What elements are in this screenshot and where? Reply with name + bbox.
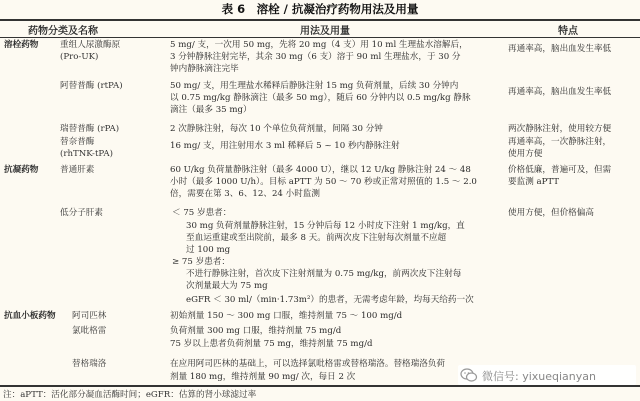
feature-rtpa: 再通率高，脑出血发生率低 bbox=[508, 87, 612, 97]
feature-rpa-tnk-line: 两次静脉注射，使用较方便 bbox=[508, 124, 612, 134]
usage-lmwh-age-ge75: ≥ 75 岁患者： bbox=[172, 257, 230, 267]
usage-clopidogrel-line: 负荷剂量 300 mg 口服，维持剂量 75 mg/d bbox=[170, 326, 342, 336]
table-title: 表 6 溶栓 / 抗凝治疗药物用法及用量 bbox=[221, 2, 419, 16]
drug-rpa: 瑞替普酶 (rPA) bbox=[60, 124, 120, 134]
feature-rpa-tnk-line: 再通率高，一次静脉注射， bbox=[508, 137, 612, 147]
feature-lmwh: 使用方便，但价格偏高 bbox=[508, 208, 594, 218]
header-usage: 用法及用量 bbox=[300, 26, 350, 37]
usage-ufh-line: 小时（最多 1000 U/h）。目标 aPTT 为 50 ～ 70 秒或正常对照值的 1.5 ～ 2.0 bbox=[170, 177, 477, 187]
header-feature: 特点 bbox=[558, 26, 578, 37]
usage-rpa: 2 次静脉注射，每次 10 个单位负荷剂量，间隔 30 分钟 bbox=[170, 124, 383, 134]
usage-ufh-line: 60 U/kg 负荷量静脉注射（最多 4000 U），继以 12 U/kg 静脉注射 24 ～ 48 bbox=[170, 165, 471, 175]
usage-lmwh-age-lt75: ＜ 75 岁患者： bbox=[172, 208, 232, 218]
drug-ticagrelor: 替格瑞洛 bbox=[72, 359, 107, 369]
watermark-text: 微信号: yixueqianyan bbox=[482, 370, 596, 383]
usage-ticagrelor-line: 在应用阿司匹林的基础上，可以选择氯吡格雷或替格瑞洛。替格瑞洛负荷 bbox=[170, 359, 446, 369]
feature-rpa-tnk-line: 使用方便 bbox=[508, 149, 543, 159]
bottom-rule bbox=[0, 385, 640, 387]
drug-clopidogrel: 氯吡格雷 bbox=[72, 326, 107, 336]
feature-prouk: 再通率高，脑出血发生率低 bbox=[508, 44, 612, 54]
top-rule bbox=[0, 19, 640, 21]
usage-lmwh-lt75-line: 30 mg 负荷剂量静脉注射，15 分钟后每 12 小时皮下注射 1 mg/kg，直 bbox=[186, 221, 465, 231]
usage-tnk: 16 mg/ 支，用注射用水 3 ml 稀释后 5 ~ 10 秒内静脉注射 bbox=[170, 141, 400, 151]
drug-tnk-name: 替奈普酶 bbox=[60, 137, 95, 147]
usage-ticagrelor-line: 剂量 180 mg，维持剂量 90 mg/ 次，每日 2 次 bbox=[170, 372, 356, 382]
usage-lmwh-lt75-line: 过 100 mg bbox=[186, 245, 231, 255]
usage-ufh-line: 倍，需要在第 3、6、12、24 小时监测 bbox=[170, 189, 320, 199]
usage-clopidogrel-line: 75 岁以上患者负荷剂量 75 mg，维持剂量 75 mg/d bbox=[170, 339, 373, 349]
usage-prouk-line: 钟内静脉滴注完毕 bbox=[170, 64, 239, 74]
usage-rtpa-line: 滴注（最多 35 mg） bbox=[170, 105, 252, 115]
wechat-icon bbox=[460, 366, 478, 384]
drug-lmwh: 低分子肝素 bbox=[60, 208, 103, 218]
header-rule bbox=[0, 37, 640, 38]
feature-ufh-line: 要监测 aPTT bbox=[508, 177, 560, 187]
usage-lmwh-ge75-line: 不进行静脉注射，首次皮下注射剂量为 0.75 mg/kg，前两次皮下注射每 bbox=[186, 269, 462, 279]
feature-ufh-line: 价格低廉，普遍可及，但需 bbox=[508, 165, 612, 175]
usage-prouk-line: 5 mg/ 支，一次用 50 mg，先将 20 mg（4 支）用 10 ml 生理盐水溶解后， bbox=[170, 40, 468, 50]
drug-prouk-abbr: (Pro-UK) bbox=[60, 52, 99, 62]
usage-lmwh-ge75-line: 次剂量最大为 75 mg bbox=[186, 281, 268, 291]
usage-lmwh-lt75-line: 至血运重建或至出院前，最多 8 天。前两次皮下注射每次剂量不应超 bbox=[186, 233, 447, 243]
usage-rtpa-line: 50 mg/ 支，用生理盐水稀释后静脉注射 15 mg 负荷剂量，后续 30 分钟内 bbox=[170, 81, 459, 91]
drug-rtpa: 阿替普酶 (rtPA) bbox=[60, 81, 123, 91]
usage-rtpa-line: 以 0.75 mg/kg 静脉滴注（最多 50 mg），随后 60 分钟内以 0.5 mg/kg 静脉 bbox=[170, 93, 471, 103]
usage-lmwh-ge75-line: eGFR ＜ 30 ml/（min·1.73m²）的患者，无需考虑年龄，均每天给药一次 bbox=[186, 295, 474, 305]
header-category: 药物分类及名称 bbox=[28, 26, 98, 37]
drug-prouk-name: 重组人尿激酶原 bbox=[60, 40, 121, 50]
usage-prouk-line: 3 分钟静脉注射完毕，其余 30 mg（6 支）溶于 90 ml 生理盐水，于 30 分 bbox=[170, 52, 461, 62]
category-anticoagulant: 抗凝药物 bbox=[4, 165, 39, 175]
drug-ufh: 普通肝素 bbox=[60, 165, 95, 175]
drug-tnk-abbr: (rhTNK-tPA) bbox=[60, 149, 113, 159]
wechat-watermark bbox=[458, 365, 636, 385]
category-antiplatelet: 抗血小板药物 bbox=[4, 311, 56, 321]
footnote: 注：aPTT：活化部分凝血活酶时间；eGFR：估算的肾小球滤过率 bbox=[3, 390, 257, 400]
drug-aspirin: 阿司匹林 bbox=[72, 311, 107, 321]
usage-aspirin: 初始剂量 150 ～ 300 mg 口服，维持剂量 75 ～ 100 mg/d bbox=[170, 311, 403, 321]
category-thrombolytic: 溶栓药物 bbox=[4, 40, 39, 50]
